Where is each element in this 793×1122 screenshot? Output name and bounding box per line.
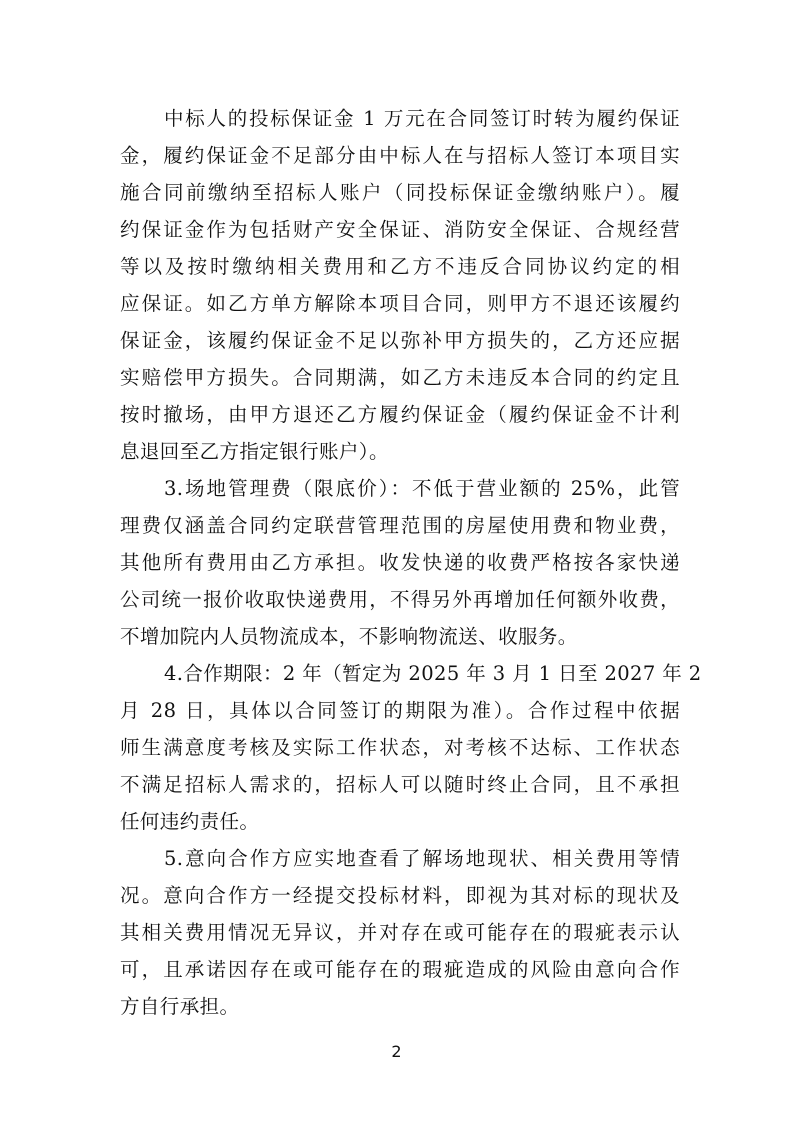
- text-line: 其他所有费用由乙方承担。收发快递的收费严格按各家快递: [120, 551, 680, 574]
- text-line: 实赔偿甲方损失。合同期满，如乙方未违反本合同的约定且: [120, 366, 680, 389]
- text-line: 方自行承担。: [120, 995, 240, 1018]
- text-line: 中标人的投标保证金 1 万元在合同签订时转为履约保证: [164, 107, 680, 130]
- text-line: 5.意向合作方应实地查看了解场地现状、相关费用等情: [164, 847, 680, 870]
- text-line: 金，履约保证金不足部分由中标人在与招标人签订本项目实: [120, 144, 680, 167]
- paragraph-site-management-fee: [120, 470, 680, 655]
- text-line: 不满足招标人需求的，招标人可以随时终止合同，且不承担: [120, 773, 680, 796]
- body-text: [120, 100, 702, 1025]
- page-number: 2: [391, 1042, 402, 1061]
- text-line: 公司统一报价收取快递费用，不得另外再增加任何额外收费，: [120, 588, 680, 611]
- text-line: 师生满意度考核及实际工作状态，对考核不达标、工作状态: [120, 736, 680, 759]
- text-line: 理费仅涵盖合同约定联营管理范围的房屋使用费和物业费，: [120, 514, 680, 537]
- text-line: 应保证。如乙方单方解除本项目合同，则甲方不退还该履约: [120, 292, 680, 315]
- text-line: 可，且承诺因存在或可能存在的瑕疵造成的风险由意向合作: [120, 958, 680, 981]
- text-line: 约保证金作为包括财产安全保证、消防安全保证、合规经营: [120, 218, 680, 241]
- text-line: 月 28 日，具体以合同签订的期限为准）。合作过程中依据: [120, 699, 680, 722]
- text-line: 其相关费用情况无异议，并对存在或可能存在的瑕疵表示认: [120, 921, 680, 944]
- text-line: 4.合作期限：2 年（暂定为 2025 年 3 月 1 日至 2027 年 2: [164, 662, 702, 685]
- paragraph-site-inspection: [120, 840, 680, 1025]
- paragraph-performance-bond: [120, 100, 680, 470]
- text-line: 3.场地管理费（限底价）：不低于营业额的 25%，此管: [164, 477, 680, 500]
- text-line: 况。意向合作方一经提交投标材料，即视为其对标的现状及: [120, 884, 680, 907]
- text-line: 保证金，该履约保证金不足以弥补甲方损失的，乙方还应据: [120, 329, 680, 352]
- text-line: 不增加院内人员物流成本，不影响物流送、收服务。: [120, 625, 578, 648]
- text-line: 按时撤场，由甲方退还乙方履约保证金（履约保证金不计利: [120, 403, 680, 426]
- paragraph-cooperation-term: [120, 655, 702, 840]
- text-line: 施合同前缴纳至招标人账户（同投标保证金缴纳账户）。履: [120, 181, 680, 204]
- text-line: 息退回至乙方指定银行账户）。: [120, 440, 389, 463]
- text-line: 任何违约责任。: [120, 810, 260, 833]
- text-line: 等以及按时缴纳相关费用和乙方不违反合同协议约定的相: [120, 255, 680, 278]
